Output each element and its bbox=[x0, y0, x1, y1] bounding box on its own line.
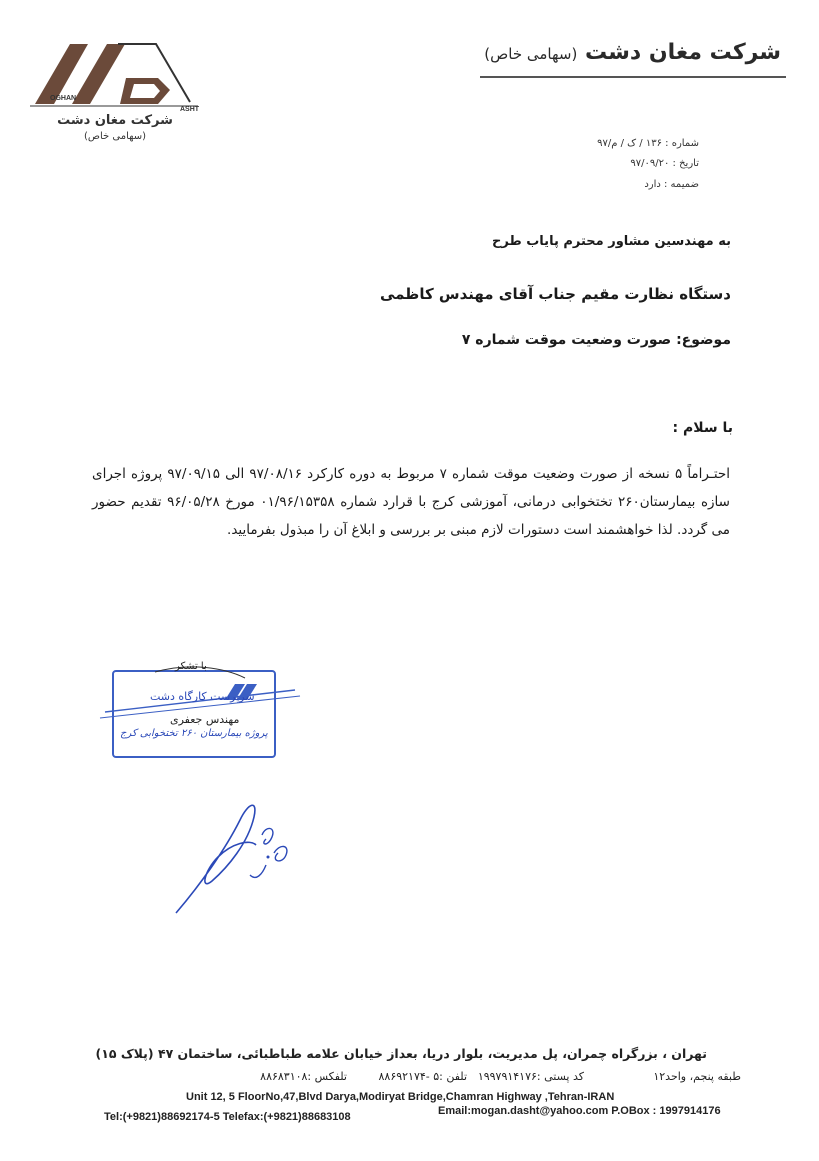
stamp-thanks: با تشکر bbox=[175, 661, 207, 672]
letter-number: شماره : ۱۳۶ / ک / م/۹۷ bbox=[597, 138, 699, 149]
footer-tel-en: Tel:(+9821)88692174-5 Telefax:(+9821)88683108 bbox=[104, 1111, 351, 1123]
footer-postal-code: کد پستی :۱۹۹۷۹۱۴۱۷۶ bbox=[477, 1070, 584, 1083]
footer-fax: تلفکس :۸۸۶۸۳۱۰۸ bbox=[260, 1070, 347, 1083]
company-logo bbox=[30, 38, 200, 112]
footer-address-fa: تهران ، بزرگراه چمران، پل مدیریت، بلوار دریا، بعداز خیابان علامه طباطبائی، ساختمان ۴۷ (پلاک ۱۵) bbox=[95, 1046, 707, 1061]
logo-company-type: (سهامی خاص) bbox=[83, 131, 147, 142]
footer-floor: طبقه پنجم، واحد۱۲ bbox=[653, 1070, 741, 1083]
letter-attachment: ضمیمه : دارد bbox=[644, 179, 699, 190]
stamp-line-3: پروژه بیمارستان ۲۶۰ تختخوابی کرج bbox=[120, 728, 268, 739]
signature bbox=[170, 795, 310, 920]
letter-subject: موضوع: صورت وضعیت موقت شماره ۷ bbox=[461, 332, 731, 348]
logo-text-left: OGHAN bbox=[50, 95, 77, 102]
addressee-line-2: دستگاه نظارت مقیم جناب آقای مهندس کاظمی bbox=[379, 285, 731, 303]
footer-email-en: Email:mogan.dasht@yahoo.com P.OBox : 1997914176 bbox=[438, 1105, 721, 1117]
stamp-line-1: سرپرست کارگاه دشت bbox=[150, 690, 255, 703]
stamp-line-2: مهندس جعفری bbox=[170, 713, 240, 726]
letterhead-title bbox=[484, 40, 781, 65]
addressee-line-1: به مهندسین مشاور محترم پایاب طرح bbox=[492, 234, 731, 249]
letter-body: احتـراماً ۵ نسخه از صورت وضعیت موقت شماره ۷ مربوط به دوره کارکرد ۹۷/۰۸/۱۶ الی ۹۷/۰۹/۱۵ پروژه اجرای سازه بیمارستان۲۶۰ تختخوابی درمانی، آموزشی کرج با قرارد شماره ۰۱/۹۶/۱۵۳۵۸ مورخ ۹۶/۰۵/۲۸ تقدیم حضور می گردد. لذا خواهشمند است دستورات لازم مبنی بر بررسی و ابلاغ آن را مبذول بفرمایید. bbox=[92, 466, 730, 538]
letterhead-rule bbox=[480, 76, 786, 78]
logo-text-right: ASHT bbox=[180, 106, 200, 112]
logo-company-name: شرکت مغان دشت bbox=[57, 113, 173, 128]
footer-phone: تلفن :۵ -۸۸۶۹۲۱۷۴ bbox=[378, 1070, 467, 1083]
letterhead-company: شرکت مغان دشت bbox=[584, 40, 781, 65]
letterhead-company-type: (سهامی خاص) bbox=[484, 45, 578, 63]
letter-date: تاریخ : ۹۷/۰۹/۲۰ bbox=[630, 158, 699, 169]
footer-address-en: Unit 12, 5 FloorNo,47,Blvd Darya,Modiryat Bridge,Chamran Highway ,Tehran-IRAN bbox=[186, 1091, 615, 1103]
greeting: با سلام : bbox=[672, 420, 733, 436]
